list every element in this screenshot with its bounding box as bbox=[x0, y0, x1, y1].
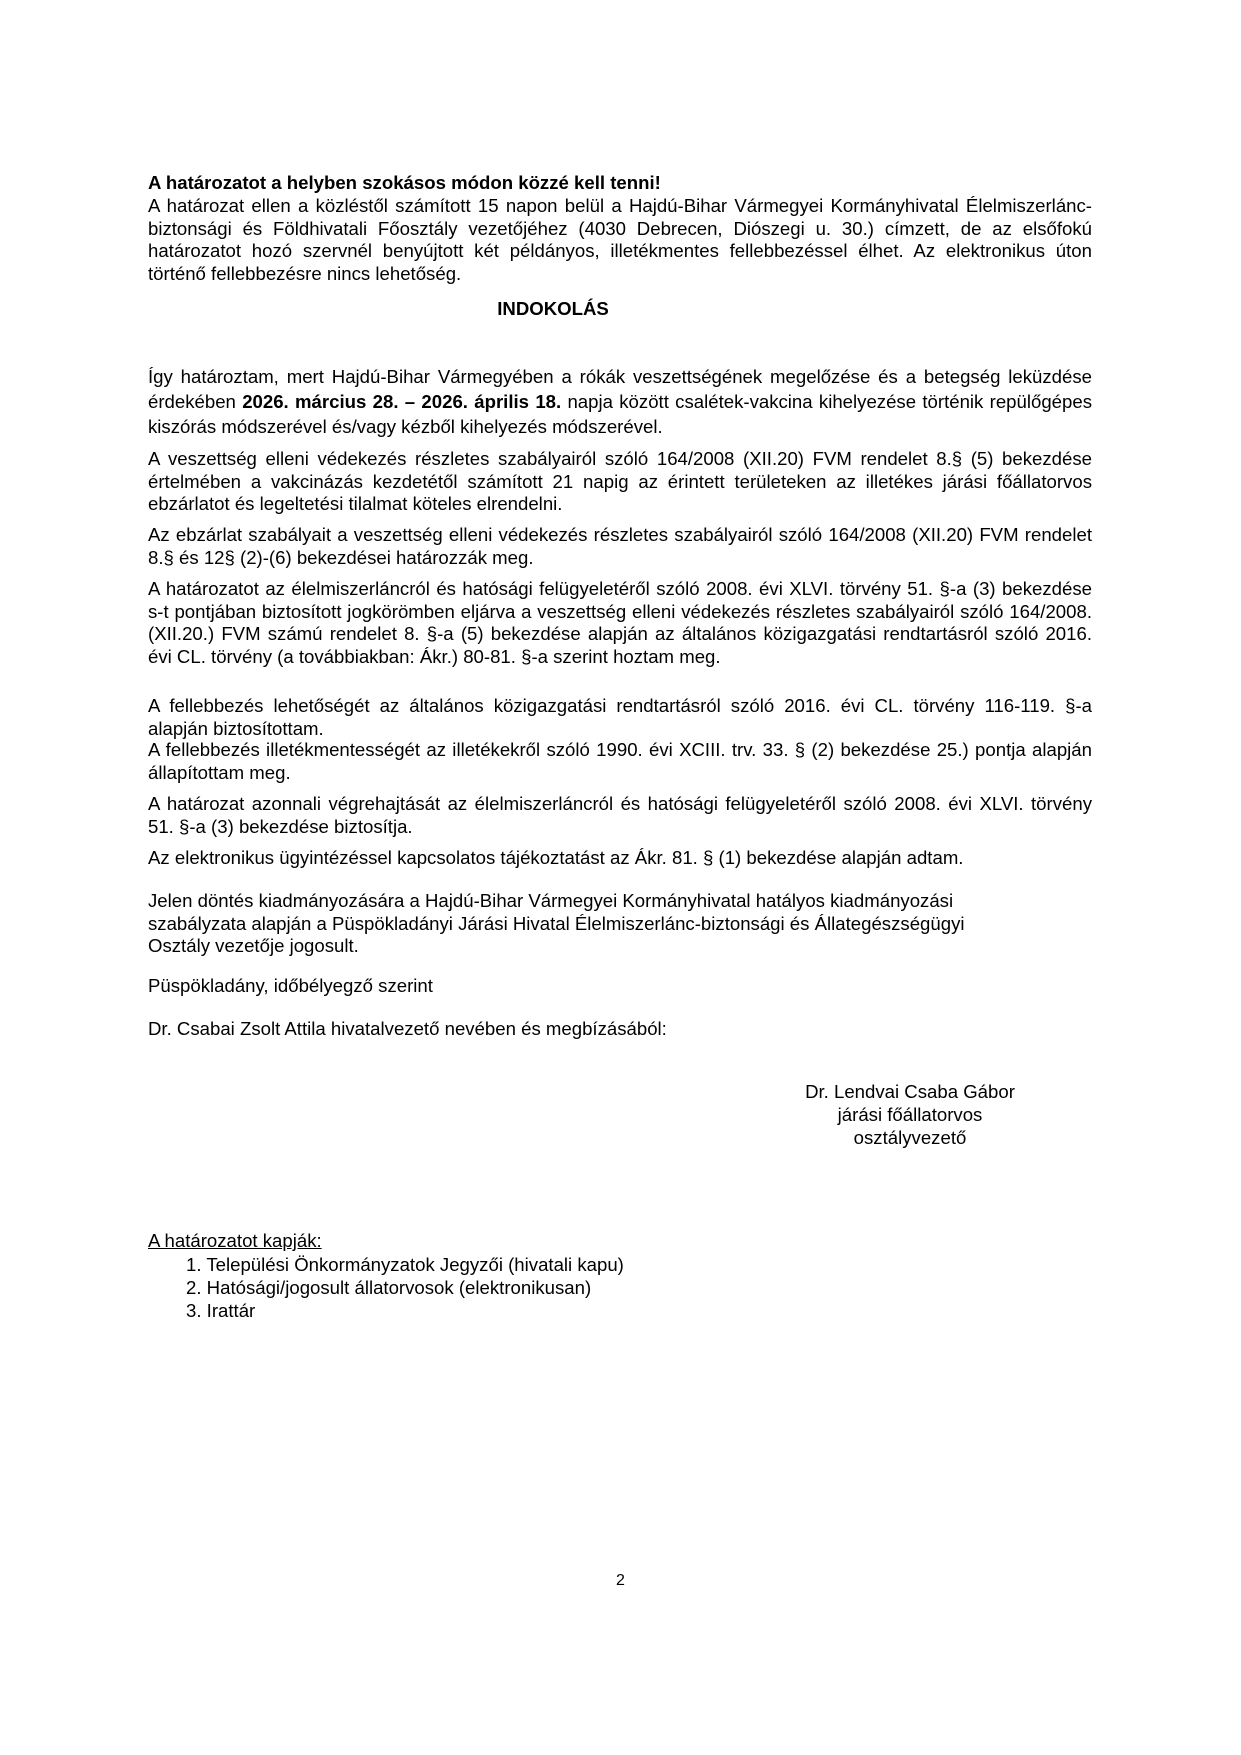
reasoning-paragraph-7: A határozat azonnali végrehajtását az élelmiszerláncról és hatósági felügyeletéről szóló 2008. évi XLVI. törvény 51. §-a (3) bekezdése biztosítja. bbox=[148, 793, 1092, 837]
signatory-name: Dr. Lendvai Csaba Gábor bbox=[805, 1081, 1015, 1102]
reasoning-paragraph-6: A fellebbezés illetékmentességét az illetékekről szóló 1990. évi XCIII. trv. 33. § (2) bekezdése 25.) pontja alapján állapítottam meg. bbox=[148, 739, 1092, 783]
vaccination-dates: 2026. március 28. – 2026. április 18. bbox=[242, 391, 562, 412]
appeal-paragraph: A határozat ellen a közléstől számított 15 napon belül a Hajdú-Bihar Vármegyei Kormányhivatal Élelmiszerlánc-biztonsági és Földhivatali Főosztály vezetőjéhez (4030 Debrecen, Diószegi u. 30.) címzett, de az elsőfokú határozatot hozó szervnél benyújtott két példányos, illetékmentes fellebbezéssel élhet. Az elektronikus úton történő fellebbezésre nincs lehetőség. bbox=[148, 195, 1092, 284]
place-and-date: Püspökladány, időbélyegző szerint bbox=[148, 975, 433, 996]
recipient-item: 1. Települési Önkormányzatok Jegyzői (hivatali kapu) bbox=[186, 1254, 624, 1275]
page-number: 2 bbox=[616, 1572, 625, 1589]
recipients-title: A határozatot kapják: bbox=[148, 1230, 322, 1251]
publication-notice: A határozatot a helyben szokásos módon közzé kell tenni! bbox=[148, 172, 661, 193]
reasoning-paragraph-9: Jelen döntés kiadmányozására a Hajdú-Bihar Vármegyei Kormányhivatal hatályos kiadmányozási szabályzata alapján a Püspökladányi Járási Hivatal Élelmiszerlánc-biztonsági és Állategészségügyi Osztály vezetője jogosult. bbox=[148, 890, 965, 957]
recipients-list bbox=[186, 1253, 624, 1322]
reasoning-text: Így határoztam, mert Hajdú-Bihar Vármegyében a rókák veszettségének megelőzése és a betegség leküzdése érdekében bbox=[148, 366, 1092, 412]
reasoning-paragraph-4: A határozatot az élelmiszerláncról és hatósági felügyeletéről szóló 2008. évi XLVI. törvény 51. §-a (3) bekezdése s-t pontjában biztosított jogkörömben eljárva a veszettség elleni védekezés részletes szabályairól szóló 164/2008. (XII.20.) FVM számú rendelet 8. §-a (5) bekezdése alapján az általános közigazgatási rendtartásról szóló 2016. évi CL. törvény (a továbbiakban: Ákr.) 80-81. §-a szerint hoztam meg. bbox=[148, 578, 1092, 667]
reasoning-paragraph-8: Az elektronikus ügyintézéssel kapcsolatos tájékoztatást az Ákr. 81. § (1) bekezdése alapján adtam. bbox=[148, 847, 964, 868]
signature-block bbox=[760, 1080, 1060, 1149]
reasoning-paragraph-1 bbox=[148, 364, 1092, 439]
reasoning-paragraph-2: A veszettség elleni védekezés részletes szabályairól szóló 164/2008 (XII.20) FVM rendelet 8.§ (5) bekezdése értelmében a vakcinázás kezdetétől számított 21 napig az érintett területeken az illetékes járási főállatorvos ebzárlatot és legeltetési tilalmat köteles elrendelni. bbox=[148, 448, 1092, 515]
recipient-item: 3. Irattár bbox=[186, 1300, 256, 1321]
on-behalf-line: Dr. Csabai Zsolt Attila hivatalvezető nevében és megbízásából: bbox=[148, 1018, 667, 1039]
signatory-position: osztályvezető bbox=[853, 1127, 967, 1148]
recipient-item: 2. Hatósági/jogosult állatorvosok (elektronikusan) bbox=[186, 1277, 592, 1298]
reasoning-paragraph-3: Az ebzárlat szabályait a veszettség elleni védekezés részletes szabályairól szóló 164/2008 (XII.20) FVM rendelet 8.§ és 12§ (2)-(6) bekezdései határozzák meg. bbox=[148, 524, 1092, 568]
section-title: INDOKOLÁS bbox=[497, 298, 609, 319]
reasoning-paragraph-5: A fellebbezés lehetőségét az általános közigazgatási rendtartásról szóló 2016. évi CL. törvény 116-119. §-a alapján biztosítottam. bbox=[148, 695, 1092, 739]
reasoning-text: napja között csalétek-vakcina kihelyezése történik repülőgépes kiszórás módszerével és/vagy kézből kihelyezés módszerével. bbox=[148, 391, 1092, 437]
signatory-title: járási főállatorvos bbox=[837, 1104, 983, 1125]
